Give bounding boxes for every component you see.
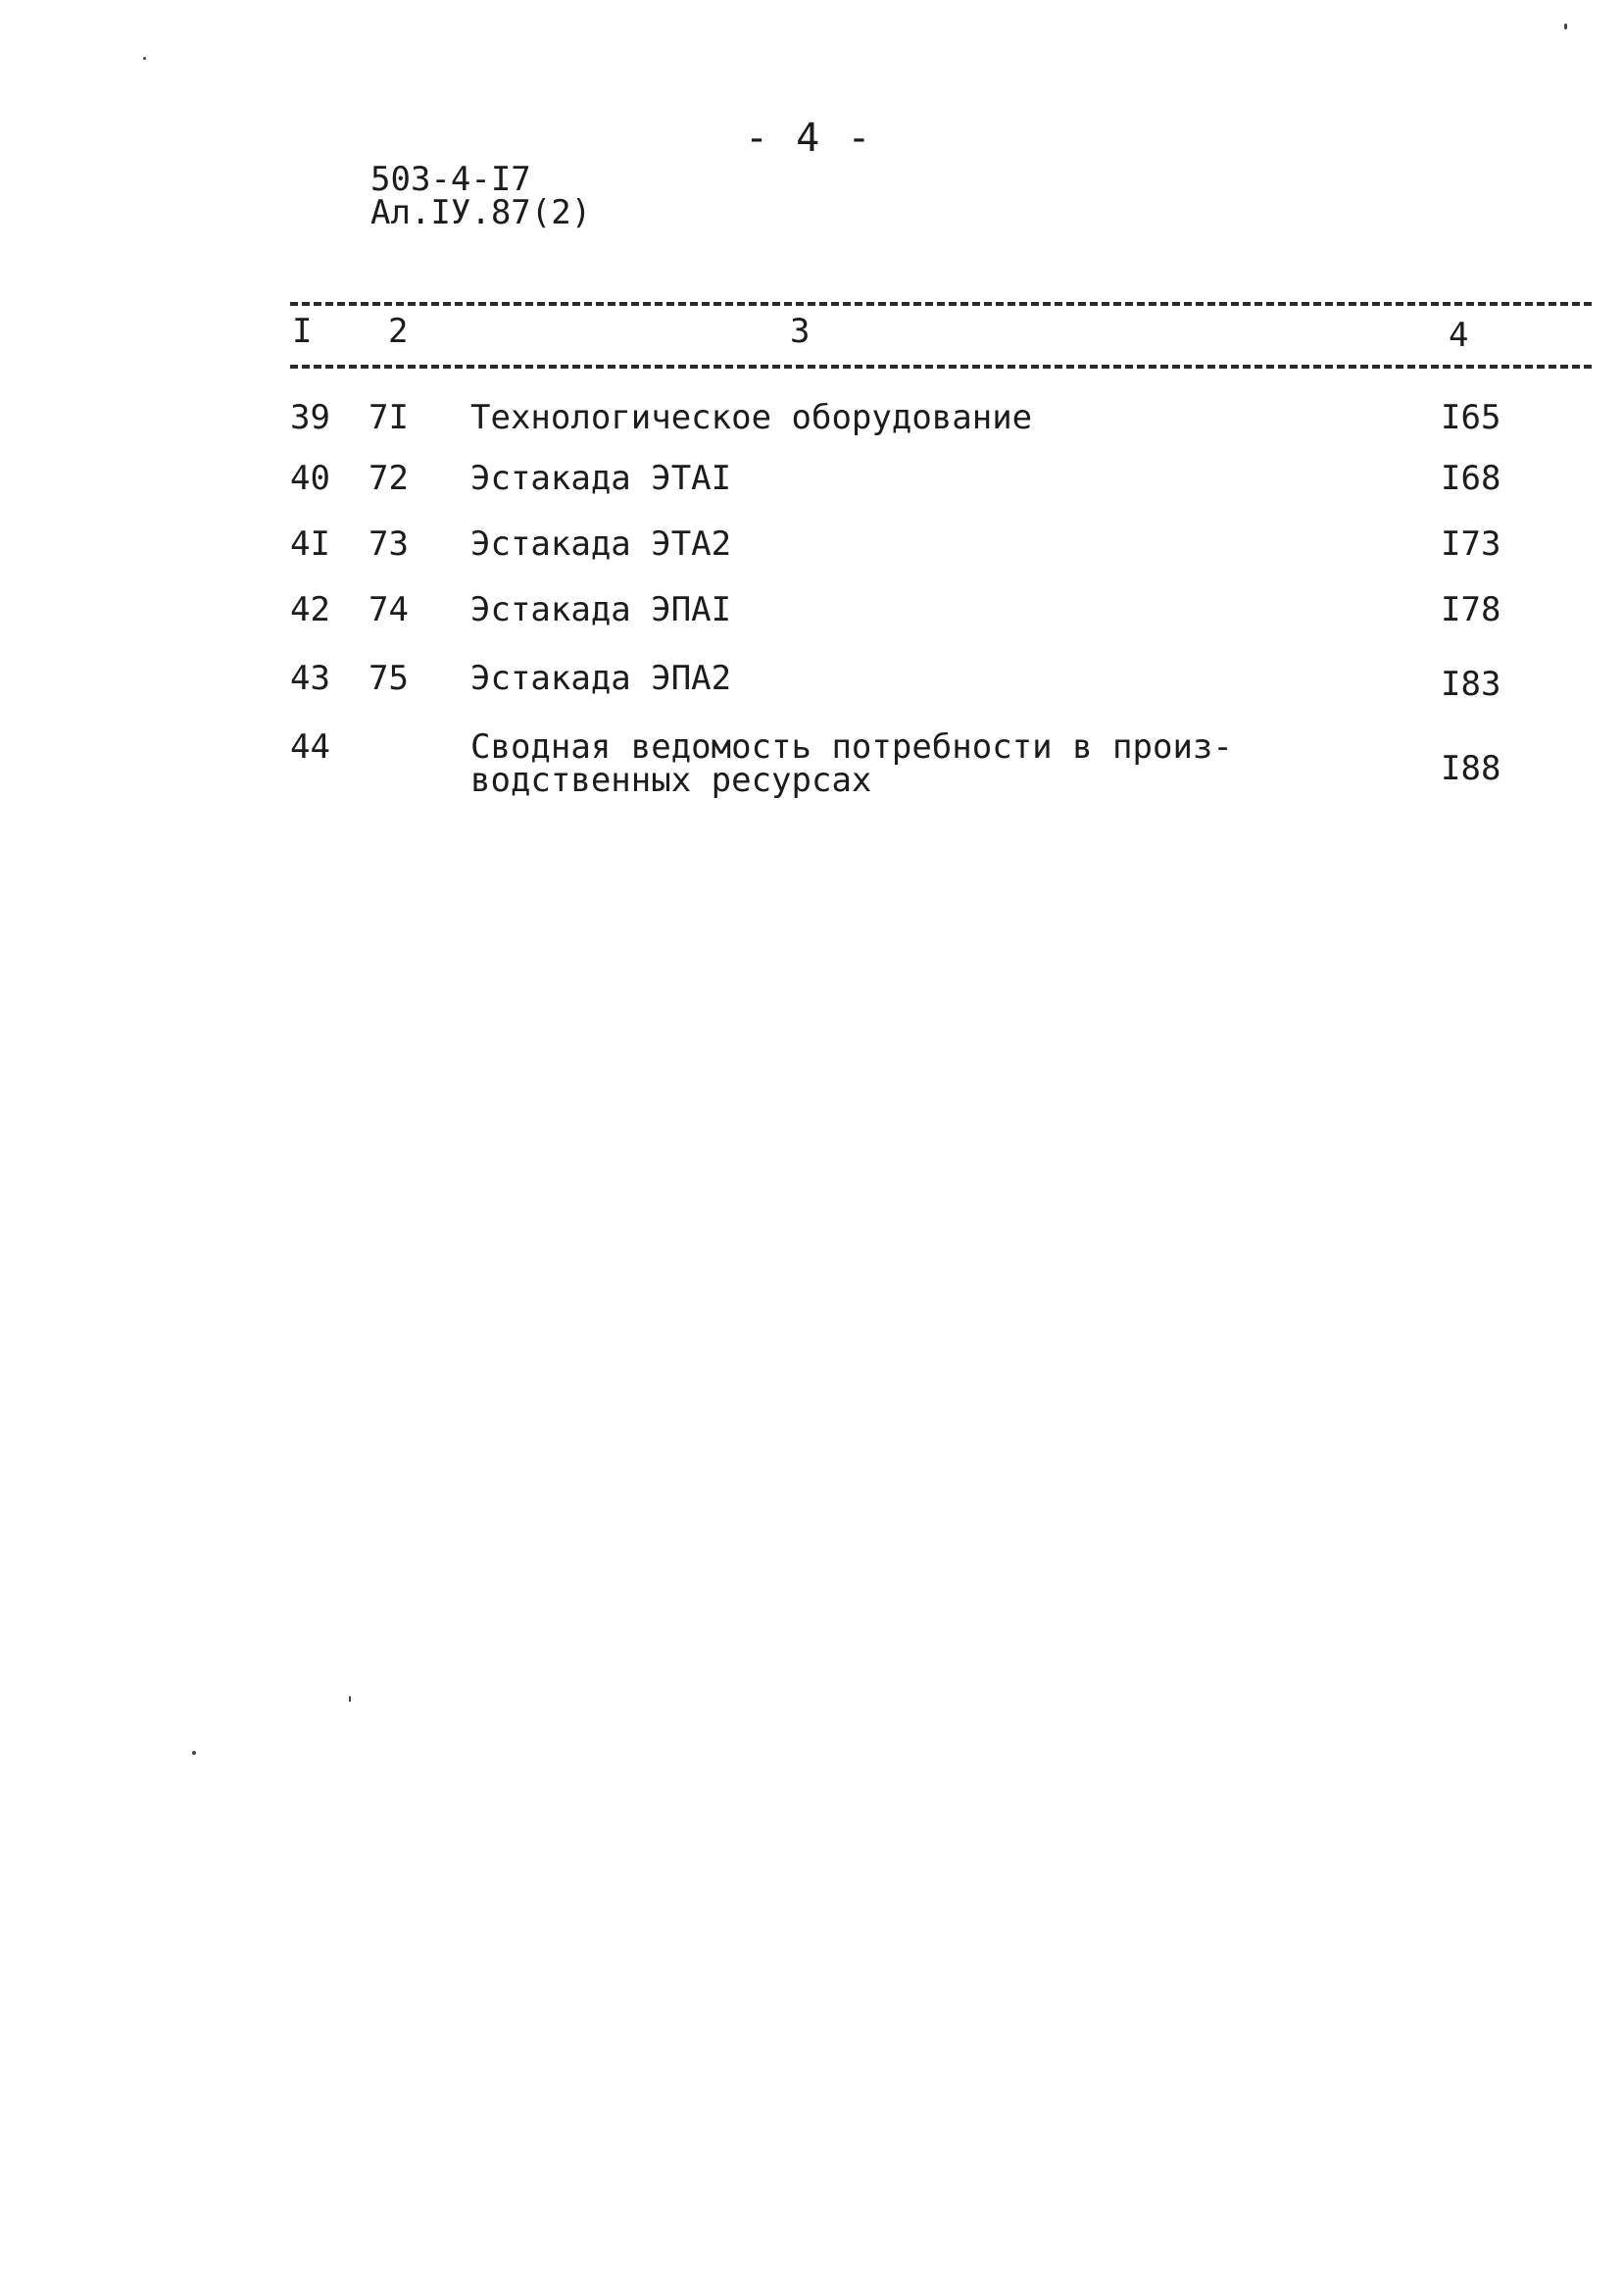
- sheet-number: 72: [369, 459, 409, 498]
- page-ref: I83: [1441, 665, 1501, 704]
- scan-speck: [192, 1751, 196, 1755]
- page-ref: I88: [1441, 749, 1501, 788]
- sheet-number: 73: [369, 524, 409, 564]
- row-title: Эстакада ЭТАI: [470, 459, 732, 498]
- scan-speck: [1564, 24, 1567, 29]
- table-header-col-1: I: [292, 312, 313, 351]
- row-number: 40: [290, 459, 330, 498]
- sheet-number: 74: [369, 590, 409, 629]
- page-ref: I68: [1441, 459, 1501, 498]
- page-ref: I65: [1441, 398, 1501, 437]
- table-header-col-4: 4: [1449, 316, 1469, 355]
- page-number: - 4 -: [745, 116, 873, 161]
- document-code: 503-4-I7: [370, 160, 531, 199]
- page-ref: I73: [1441, 524, 1501, 564]
- row-title: Эстакада ЭПАI: [470, 590, 732, 629]
- row-number: 4I: [290, 524, 330, 564]
- table-header-col-3: 3: [790, 312, 811, 351]
- page-ref: I78: [1441, 590, 1501, 629]
- table-header-bottom-rule: [290, 365, 1592, 369]
- row-title: Технологическое оборудование: [470, 398, 1033, 437]
- table-header-col-2: 2: [388, 312, 409, 351]
- sheet-number: 7I: [369, 398, 409, 437]
- row-number: 39: [290, 398, 330, 437]
- row-number: 42: [290, 590, 330, 629]
- sheet-number: 75: [369, 659, 409, 698]
- album-code: Ал.IУ.87(2): [370, 193, 592, 232]
- row-number: 43: [290, 659, 330, 698]
- scan-speck: [349, 1696, 351, 1702]
- row-number: 44: [290, 727, 330, 767]
- row-title: Эстакада ЭПА2: [470, 659, 732, 698]
- table-header-top-rule: [290, 302, 1592, 306]
- scan-speck: [143, 57, 146, 60]
- row-title: Эстакада ЭТА2: [470, 524, 732, 564]
- row-title-line-2: водственных ресурсах: [470, 761, 872, 800]
- row-title-line-1: Сводная ведомость потребности в произ-: [470, 727, 1233, 767]
